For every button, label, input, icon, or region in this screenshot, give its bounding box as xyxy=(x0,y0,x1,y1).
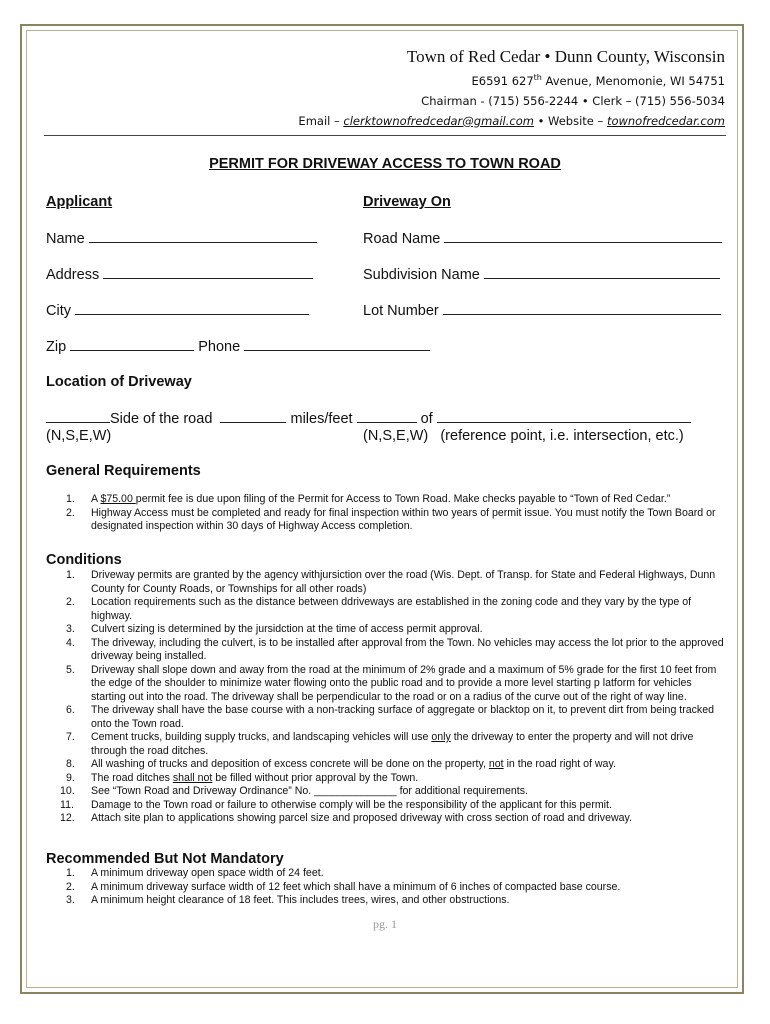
list-item: 11. Damage to the Town road or failure to otherwise comply will be the responsibility of the applicant for this permit. xyxy=(60,798,612,811)
direction-hint-1: (N,S,E,W) xyxy=(46,428,112,444)
town-address: E6591 627th Avenue, Menomonie, WI 54751 xyxy=(471,73,725,88)
list-item: 4. The driveway, including the culvert, is to be installed after approval from the Town. No vehicles may access the lot prior to the approved driveway being installed. xyxy=(66,636,724,662)
location-line[interactable]: Side of the road miles/feet of xyxy=(46,410,691,427)
list-item: 12. Attach site plan to applications showing parcel size and proposed driveway with cross section of road and driveway. xyxy=(60,812,632,824)
name-field[interactable]: Name xyxy=(46,230,317,247)
list-item: 1. Driveway permits are granted by the agency withjursiction over the road (Wis. Dept. of Transp. for State and Federal Highways, Dunn County for County Roads, or Townships for all other roads) xyxy=(66,569,716,595)
town-contact: Email – clerktownofredcedar@gmail.com • Website – townofredcedar.com xyxy=(298,113,725,128)
side-blank[interactable] xyxy=(46,410,110,423)
letterhead xyxy=(298,46,725,131)
recommended-heading: Recommended But Not Mandatory xyxy=(46,851,284,867)
lot-number-blank[interactable] xyxy=(443,302,721,315)
lot-number-field[interactable]: Lot Number xyxy=(363,302,721,319)
zip-field[interactable]: Zip Phone xyxy=(46,338,430,355)
list-item: 6. The driveway shall have the base course with a non-tracking surface of aggregate or blacktop on it, to prevent dirt from being tracked onto the Town road. xyxy=(66,704,715,730)
list-item: 8. All washing of trucks and deposition of excess concrete will be done on the property, not in the road right of way. xyxy=(66,758,616,770)
list-item: 10. See “Town Road and Driveway Ordinance” No. ______________ for additional requirements. xyxy=(60,785,528,797)
permit-fee: $75.00 xyxy=(100,493,136,505)
list-item: 3. Culvert sizing is determined by the jursidction at the time of access permit approval. xyxy=(66,623,483,635)
subdivision-blank[interactable] xyxy=(484,266,720,279)
document-title: PERMIT FOR DRIVEWAY ACCESS TO TOWN ROAD xyxy=(209,156,561,172)
town-name: Town of Red Cedar • Dunn County, Wisconsin xyxy=(406,47,725,66)
page-number: pg. 1 xyxy=(373,917,397,931)
list-item: 2. Highway Access must be completed and ready for final inspection within two years of permit issue. You must notify the Town Board or designated inspection within 30 days of Highway Access completion. xyxy=(66,506,716,532)
list-item: 2. A minimum driveway surface width of 12 feet which shall have a minimum of 6 inches of compacted base course. xyxy=(66,880,621,893)
name-blank[interactable] xyxy=(89,230,317,243)
list-item: 2. Location requirements such as the distance between ddriveways are established in the zoning code and they vary by the type of highway. xyxy=(66,596,692,622)
address-field[interactable]: Address xyxy=(46,266,313,283)
conditions-heading: Conditions xyxy=(46,552,122,568)
list-item: 9. The road ditches shall not be filled without prior approval by the Town. xyxy=(66,771,419,784)
city-blank[interactable] xyxy=(75,302,309,315)
conditions-list xyxy=(46,569,726,826)
general-list xyxy=(46,493,726,534)
zip-blank[interactable] xyxy=(70,338,194,351)
list-item: 1. A minimum driveway open space width of 24 feet. xyxy=(66,867,324,879)
website-link[interactable]: townofredcedar.com xyxy=(606,113,725,128)
header-divider xyxy=(44,135,726,136)
list-item: 1. A $75.00 permit fee is due upon filing of the Permit for Access to Town Road. Make checks payable to “Town of Red Cedar.” xyxy=(66,493,671,505)
list-item: 3. A minimum height clearance of 18 feet. This includes trees, wires, and other obstructions. xyxy=(66,894,510,906)
city-field[interactable]: City xyxy=(46,302,309,319)
list-item: 5. Driveway shall slope down and away from the road at the minimum of 2% grade and a maximum of 5% grade for the first 10 feet from the edge of the shoulder to minimize water flowing onto the public road and to provide a more level starting p latform for vehicles starting out into the road. The driveway shall be perpendicular to the road or on a radius of the curve out of the right of way line. xyxy=(66,663,717,703)
address-blank[interactable] xyxy=(103,266,313,279)
subdivision-field[interactable]: Subdivision Name xyxy=(363,266,720,283)
phone-blank[interactable] xyxy=(244,338,430,351)
list-item: 7. Cement trucks, building supply trucks, and landscaping vehicles will use only the driveway to enter the property and will not drive through the road ditches. xyxy=(66,731,694,757)
email-link[interactable]: clerktownofredcedar@gmail.com xyxy=(343,113,534,128)
direction-blank[interactable] xyxy=(357,410,417,423)
distance-blank[interactable] xyxy=(220,410,286,423)
reference-blank[interactable] xyxy=(437,410,691,423)
direction-hint-2: (N,S,E,W) (reference point, i.e. intersection, etc.) xyxy=(363,428,684,444)
driveway-on-heading: Driveway On xyxy=(363,194,451,210)
applicant-heading: Applicant xyxy=(46,194,113,210)
general-heading: General Requirements xyxy=(46,463,201,479)
location-heading: Location of Driveway xyxy=(46,374,192,390)
town-phones: Chairman - (715) 556-2244 • Clerk – (715) 556-5034 xyxy=(421,93,725,108)
recommended-list xyxy=(46,867,726,908)
road-name-field[interactable]: Road Name xyxy=(363,230,722,247)
road-name-blank[interactable] xyxy=(444,230,722,243)
